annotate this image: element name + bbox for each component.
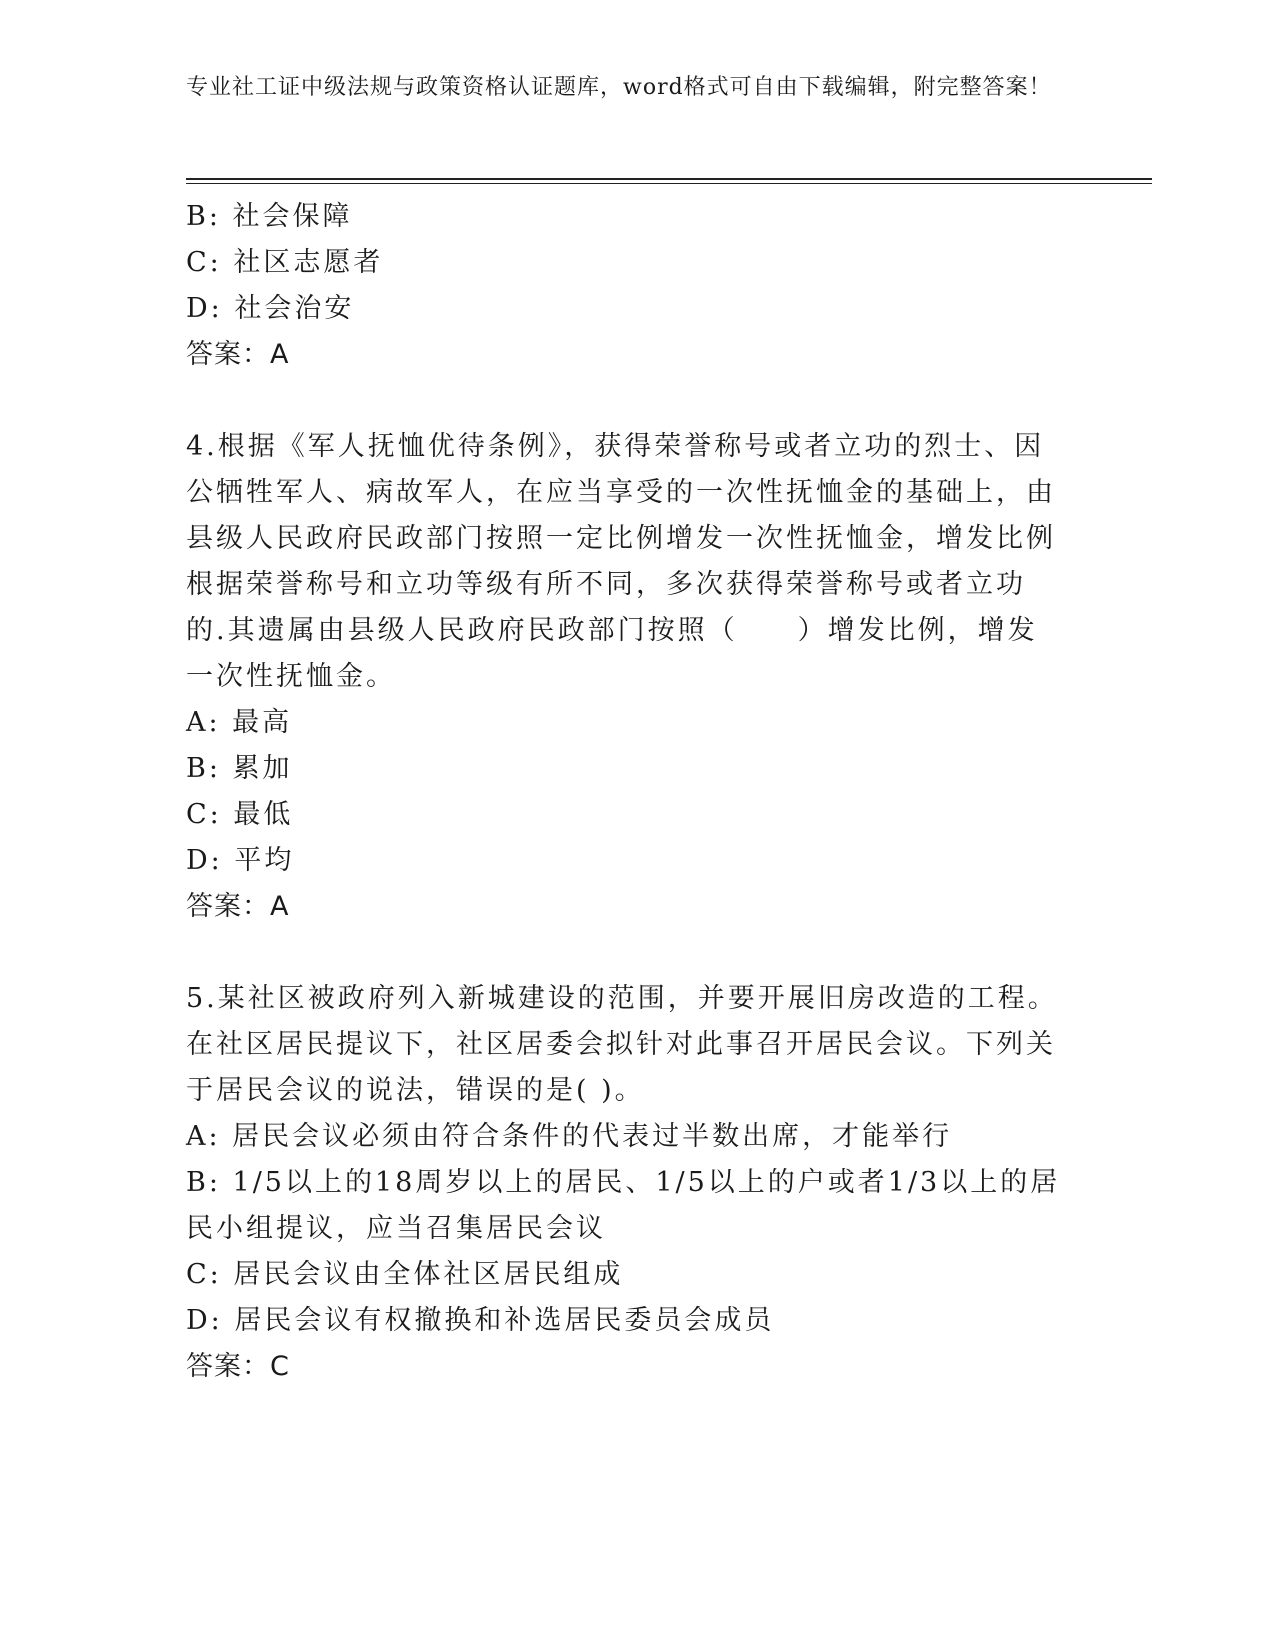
q4-option-b: B: 累加	[186, 753, 293, 784]
question-content	[186, 188, 1066, 1390]
q3-option-d: D: 社会治安	[186, 293, 355, 324]
q4-option-d: D: 平均	[186, 845, 295, 876]
q5-option-d: D: 居民会议有权撤换和补选居民委员会成员	[186, 1305, 775, 1336]
q4-stem: 4.根据《军人抚恤优待条例》，获得荣誉称号或者立功的烈士、因公牺牲军人、病故军人，在应当享受的一次性抚恤金的基础上，由县级人民政府民政部门按照一定比例增发一次性抚恤金，增发比例根据荣誉称号和立功等级有所不同，多次获得荣誉称号或者立功的.其遗属由县级人民政府民政部门按照（ ）增发比例，增发一次性抚恤金。	[186, 431, 1056, 692]
q5-option-b: B: 1/5以上的18周岁以上的居民、1/5以上的户或者1/3以上的居民小组提议，应当召集居民会议	[186, 1167, 1061, 1244]
q4-answer: 答案：A	[186, 891, 290, 922]
q5-answer: 答案：C	[186, 1351, 290, 1382]
header-divider-thin	[186, 183, 1152, 184]
header-divider-thick	[186, 178, 1152, 180]
q3-answer: 答案：A	[186, 339, 290, 370]
q5-stem: 5.某社区被政府列入新城建设的范围，并要开展旧房改造的工程。在社区居民提议下，社区居委会拟针对此事召开居民会议。下列关于居民会议的说法，错误的是( )。	[186, 983, 1058, 1106]
q5-option-c: C: 居民会议由全体社区居民组成	[186, 1259, 624, 1290]
document-header: 专业社工证中级法规与政策资格认证题库，word格式可自由下载编辑，附完整答案！	[186, 75, 1052, 100]
q5-option-a: A: 居民会议必须由符合条件的代表过半数出席，才能举行	[186, 1121, 953, 1152]
q3-option-b: B: 社会保障	[186, 201, 353, 232]
q4-option-c: C: 最低	[186, 799, 294, 830]
q3-option-c: C: 社区志愿者	[186, 247, 384, 278]
q4-option-a: A: 最高	[186, 707, 293, 738]
